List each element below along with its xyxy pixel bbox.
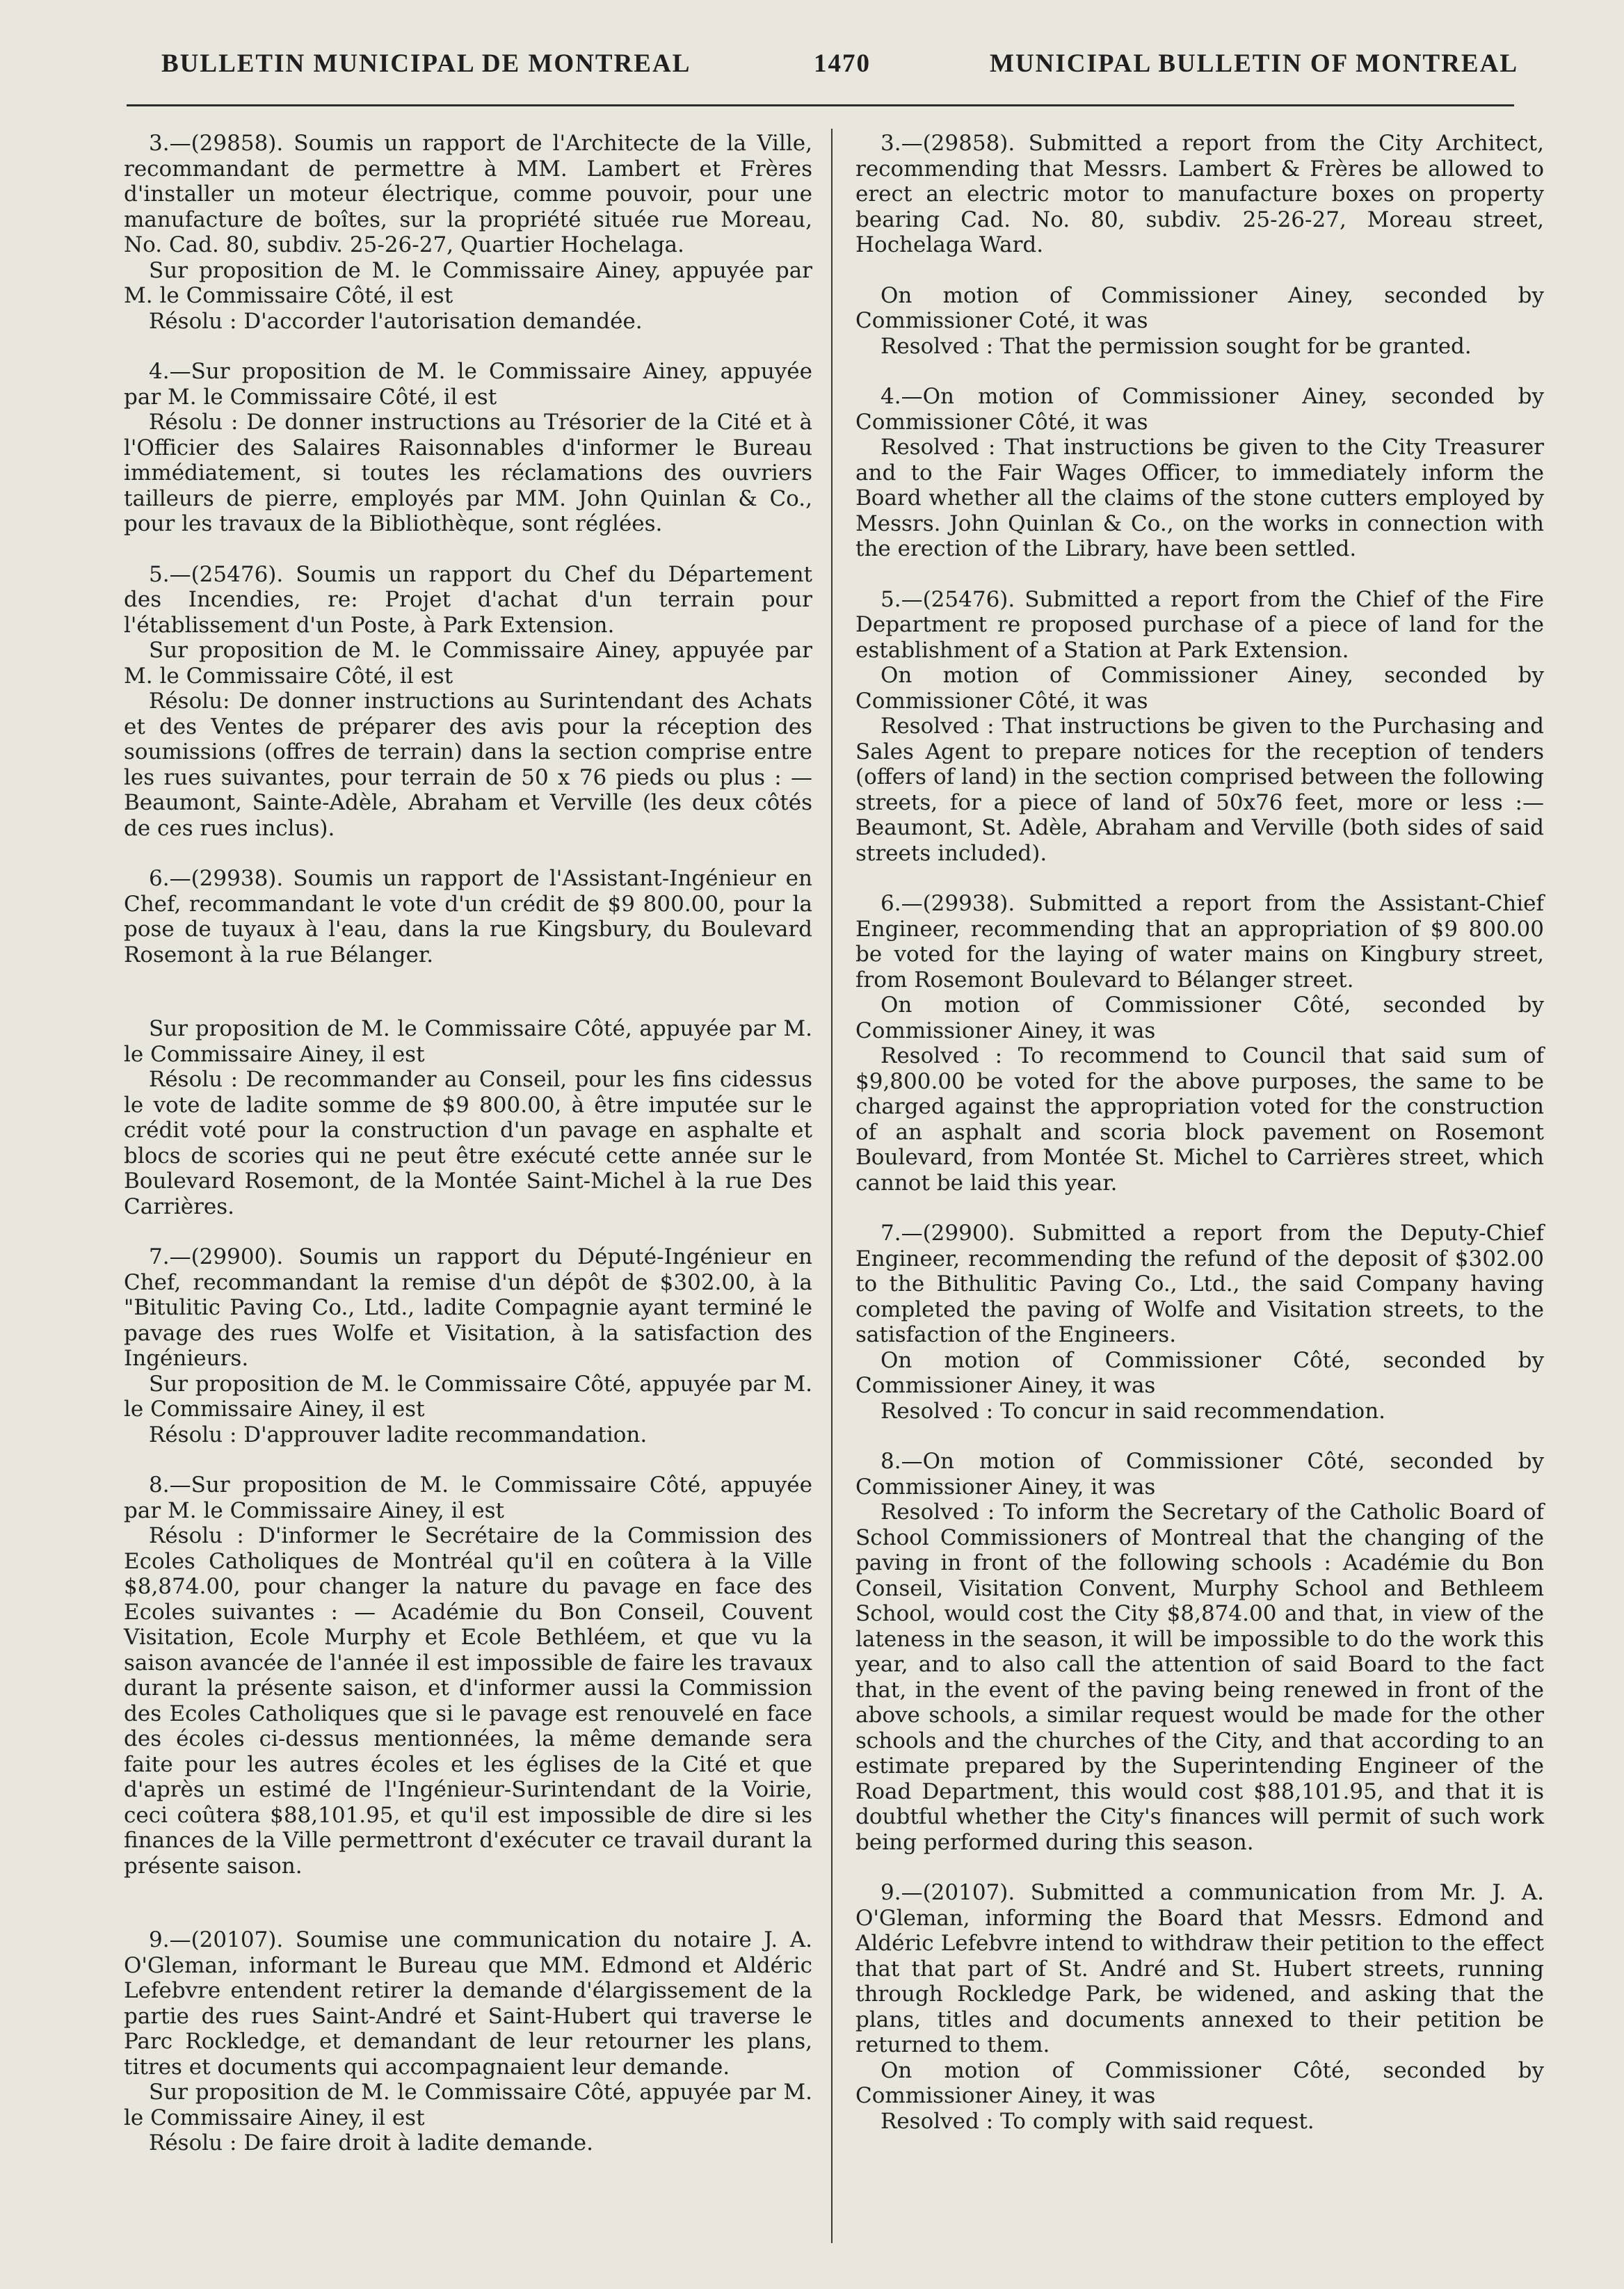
fr-item8-motion: 8.—Sur proposition de M. le Commissaire Côté, appuyée par M. le Commissaire Ainey, il est <box>124 1472 812 1523</box>
en-item5-motion: On motion of Commissioner Ainey, seconded by Commissioner Côté, it was <box>855 663 1544 714</box>
fr-item7-motion: Sur proposition de M. le Commissaire Côté, appuyée par M. le Commissaire Ainey, il est <box>124 1371 812 1422</box>
page-header <box>0 49 1624 97</box>
fr-item6-report: 6.—(29938). Soumis un rapport de l'Assistant-Ingénieur en Chef, recommandant le vote d'un crédit de $9 800.00, pour la pose de tuyaux à l'eau, dans la rue Kingsbury, du Boulevard Rosemont à la rue Bélanger. <box>124 866 812 967</box>
en-item8-motion: 8.—On motion of Commissioner Côté, seconded by Commissioner Ainey, it was <box>855 1449 1544 1500</box>
fr-item9-report: 9.—(20107). Soumise une communication du notaire J. A. O'Gleman, informant le Bureau que MM. Edmond et Aldéric Lefebvre entendent retirer la demande d'élargissement de la partie des rues Saint-André et Saint-Hubert qui traverse le Parc Rockledge, et demandant de leur retourner les plans, titres et documents qui accompagnaient leur demande. <box>124 1927 812 2080</box>
en-item4-resolved: Resolved : That instructions be given to the City Treasurer and to the Fair Wages Officer, to immediately inform the Board whether all the claims of the stone cutters employed by Messrs. John Quinlan & Co., on the works in connection with the erection of the Library, have been settled. <box>855 435 1544 561</box>
en-item7-report: 7.—(29900). Submitted a report from the Deputy-Chief Engineer, recommending the refund of the deposit of $302.00 to the Bithulitic Paving Co., Ltd., the said Company having completed the paving of Wolfe and Visitation streets, to the satisfaction of the Engineers. <box>855 1221 1544 1347</box>
en-item5-resolved: Resolved : That instructions be given to the Purchasing and Sales Agent to prepare notices for the reception of tenders (offers of land) in the section comprised between the following streets, for a piece of land of 50x76 feet, more or less :—Beaumont, St. Adèle, Abraham and Verville (both sides of said streets included). <box>855 714 1544 866</box>
fr-item7-report: 7.—(29900). Soumis un rapport du Député-Ingénieur en Chef, recommandant la remise d'un dépôt de $302.00, à la "Bitulitic Paving Co., Ltd., ladite Compagnie ayant terminé le pavage des rues Wolfe et Visitation, à la satisfaction des Ingénieurs. <box>124 1244 812 1371</box>
en-item5-report: 5.—(25476). Submitted a report from the Chief of the Fire Department re proposed purchase of a piece of land for the establishment of a Station at Park Extension. <box>855 586 1544 663</box>
fr-item3-resolved: Résolu : D'accorder l'autorisation demandée. <box>149 308 643 334</box>
fr-item7-resolved: Résolu : D'approuver ladite recommandation. <box>149 1422 648 1447</box>
fr-item8-resolved: Résolu : D'informer le Secrétaire de la Commission des Ecoles Catholiques de Montréal qu'il en coûtera à la Ville $8,874.00, pour changer la nature du pavage en face des Ecoles suivantes : — Académie du Bon Conseil, Couvent Visitation, Ecole Murphy et Ecole Bethléem, et que vu la saison avancée de l'année il est impossible de faire les travaux durant la présente saison, et d'informer aussi la Commission des Ecoles Catholiques que si le pavage est renouvelé en face des écoles ci-dessus mentionnées, la même demande sera faite pour les autres écoles et les églises de la Cité et que d'après un estimé de l'Ingénieur-Surintendant de la Voirie, ceci coûtera $88,101.95, et qu'il est impossible de dire si les finances de la Ville permettront d'exécuter ce travail durant la présente saison. <box>124 1523 812 1879</box>
en-item3-resolved: Resolved : That the permission sought for be granted. <box>881 333 1472 359</box>
fr-item4-motion: 4.—Sur proposition de M. le Commissaire Ainey, appuyée par M. le Commissaire Côté, il est <box>124 359 812 410</box>
en-item3-motion: On motion of Commissioner Ainey, seconded by Commissioner Coté, it was <box>855 282 1544 333</box>
en-item3-report: 3.—(29858). Submitted a report from the City Architect, recommending that Messrs. Lambert & Frères be allowed to erect an electric motor to manufacture boxes on property bearing Cad. No. 80, subdiv. 25-26-27, Moreau street, Hochelaga Ward. <box>855 131 1544 257</box>
fr-item6-resolved: Résolu : De recommander au Conseil, pour les fins cidessus le vote de ladite somme de $9 800.00, à être imputée sur le crédit voté pour la construction d'un pavage en asphalte et blocs de scories qui ne peut être exécuté cette année sur le Boulevard Rosemont, de la Montée Saint-Michel à la rue Des Carrières. <box>124 1067 812 1219</box>
fr-item4-resolved: Résolu : De donner instructions au Trésorier de la Cité et à l'Officier des Salaires Raisonnables d'informer le Bureau immédiatement, si toutes les réclamations des ouvriers tailleurs de pierre, employés par MM. John Quinlan & Co., pour les travaux de la Bibliothèque, sont réglées. <box>124 410 812 536</box>
fr-item3-motion: Sur proposition de M. le Commissaire Ainey, appuyée par M. le Commissaire Côté, il est <box>124 257 812 308</box>
en-item9-report: 9.—(20107). Submitted a communication from Mr. J. A. O'Gleman, informing the Board that Messrs. Edmond and Aldéric Lefebvre intend to withdraw their petition to the effect that that part of St. André and St. Hubert streets, running through Rockledge Park, be widened, and asking that the plans, titles and documents annexed to their petition be returned to them. <box>855 1880 1544 2057</box>
fr-item5-report: 5.—(25476). Soumis un rapport du Chef du Département des Incendies, re: Projet d'achat d'un terrain pour l'établissement d'un Poste, à Park Extension. <box>124 561 812 638</box>
en-item6-report: 6.—(29938). Submitted a report from the Assistant-Chief Engineer, recommending that an appropriation of $9 800.00 be voted for the laying of water mains on Kingbury street, from Rosemont Boulevard to Bélanger street. <box>855 891 1544 993</box>
en-item8-resolved: Resolved : To inform the Secretary of the Catholic Board of School Commissioners of Montreal that the changing of the paving in front of the following schools : Académie du Bon Conseil, Visitation Convent, Murphy School and Bethleem School, would cost the City $8,874.00 and that, in view of the lateness in the season, it will be impossible to do the work this year, and to also call the attention of said Board to the fact that, in the event of the paving being renewed in front of the above schools, a similar request would be made for the other schools and the churches of the City, and that according to an estimate prepared by the Superintending Engineer of the Road Department, this would cost $88,101.95, and that it is doubtful whether the City's finances will permit of such work being performed during this season. <box>855 1500 1544 1855</box>
fr-item5-motion: Sur proposition de M. le Commissaire Ainey, appuyée par M. le Commissaire Côté, il est <box>124 638 812 689</box>
page-number: 1470 <box>814 49 871 78</box>
column-divider <box>831 129 833 2243</box>
header-title-french: BULLETIN MUNICIPAL DE MONTREAL <box>161 49 691 78</box>
french-column <box>124 131 812 2156</box>
en-item6-motion: On motion of Commissioner Côté, seconded by Commissioner Ainey, it was <box>855 993 1544 1043</box>
fr-item3-report: 3.—(29858). Soumis un rapport de l'Architecte de la Ville, recommandant de permettre à MM. Lambert et Frères d'installer un moteur électrique, comme pouvoir, pour une manufacture de boîtes, sur la propriété située rue Moreau, No. Cad. 80, subdiv. 25-26-27, Quartier Hochelaga. <box>124 131 812 257</box>
en-item9-motion: On motion of Commissioner Côté, seconded by Commissioner Ainey, it was <box>855 2057 1544 2108</box>
en-item7-motion: On motion of Commissioner Côté, seconded by Commissioner Ainey, it was <box>855 1347 1544 1398</box>
en-item9-resolved: Resolved : To comply with said request. <box>881 2108 1315 2134</box>
header-rule <box>127 104 1514 106</box>
fr-item9-resolved: Résolu : De faire droit à ladite demande. <box>149 2130 594 2155</box>
en-item6-resolved: Resolved : To recommend to Council that said sum of $9,800.00 be voted for the above purposes, the same to be charged against the appropriation voted for the construction of an asphalt and scoria block pavement on Rosemont Boulevard, from Montée St. Michel to Carrières street, which cannot be laid this year. <box>855 1043 1544 1196</box>
header-title-english: MUNICIPAL BULLETIN OF MONTREAL <box>990 49 1518 78</box>
fr-item5-resolved: Résolu: De donner instructions au Surintendant des Achats et des Ventes de préparer des avis pour la réception des soumissions (offres de terrain) dans la section comprise entre les rues suivantes, pour terrain de 50 x 76 pieds ou plus : — Beaumont, Sainte-Adèle, Abraham et Verville (les deux côtés de ces rues inclus). <box>124 689 812 841</box>
en-item4-motion: 4.—On motion of Commissioner Ainey, seconded by Commissioner Côté, it was <box>855 384 1544 435</box>
fr-item6-motion: Sur proposition de M. le Commissaire Côté, appuyée par M. le Commissaire Ainey, il est <box>124 1016 812 1067</box>
english-column <box>855 131 1544 2134</box>
fr-item9-motion: Sur proposition de M. le Commissaire Côté, appuyée par M. le Commissaire Ainey, il est <box>124 2080 812 2130</box>
en-item7-resolved: Resolved : To concur in said recommendation. <box>881 1398 1386 1424</box>
